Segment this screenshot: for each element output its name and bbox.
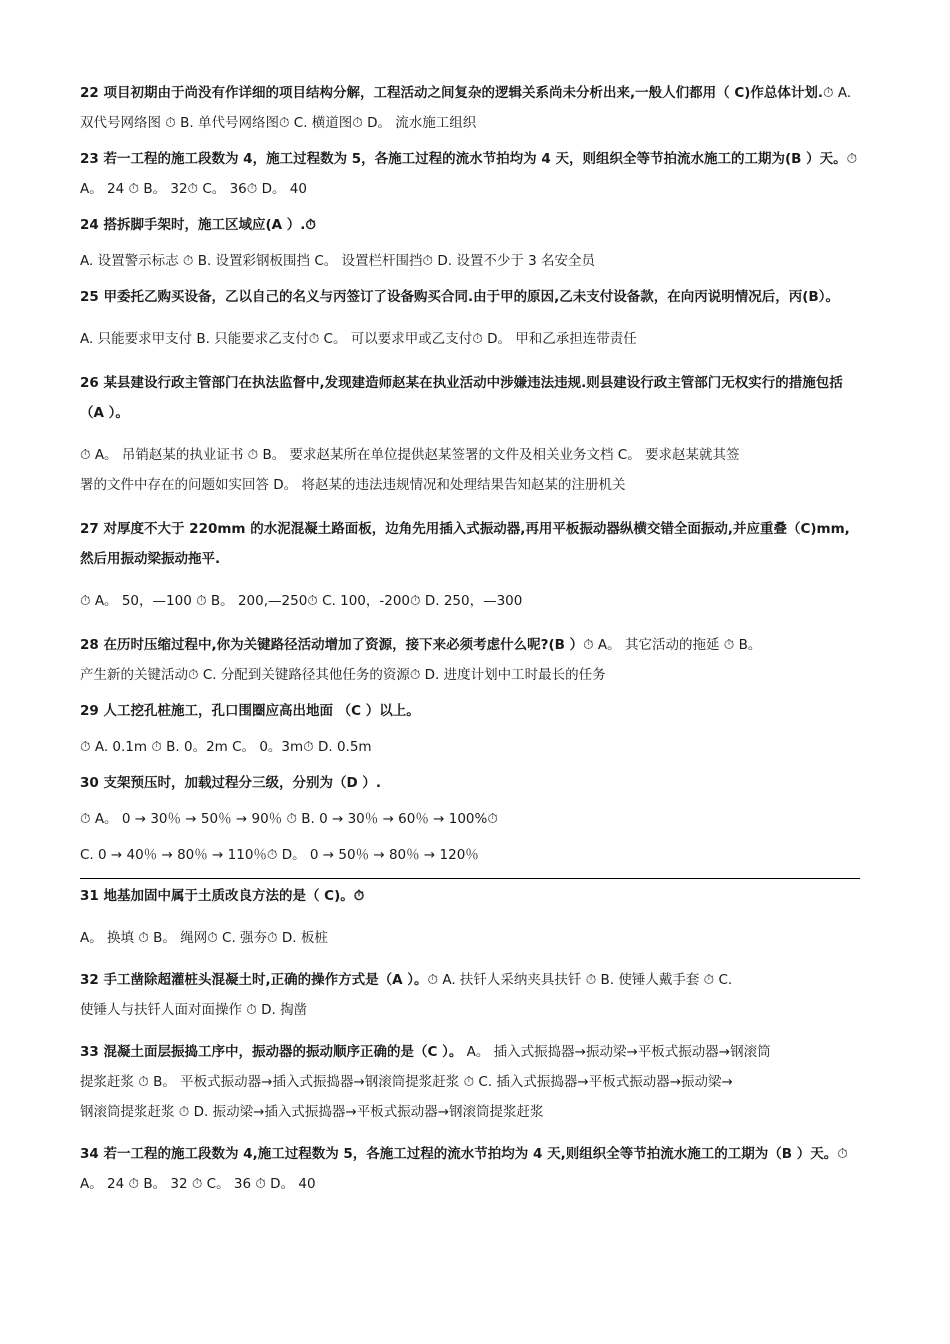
question-30-options-line-2: C. 0 → 40％ → 80％ → 110％⏱ D。 0 → 50％ → 80％ → 120％ xyxy=(80,847,479,863)
question-34 xyxy=(80,1139,860,1199)
question-27-stem: 27 对厚度不大于 220mm 的水泥混凝土路面板，边角先用插入式振动器,再用平板振动器纵横交错全面振动,并应重叠（C)mm,然后用振动梁振动拖平. xyxy=(80,521,850,567)
question-32 xyxy=(80,965,860,995)
horizontal-divider xyxy=(80,878,860,879)
question-33-options-line-2: 提浆赶浆 ⏱ B。 平板式振动器→插入式振捣器→钢滚筒提浆赶浆 ⏱ C. 插入式振捣器→平板式振动器→振动梁→ xyxy=(80,1074,733,1090)
document-page xyxy=(80,78,860,1199)
question-34-stem: 34 若一工程的施工段数为 4,施工过程数为 5，各施工过程的流水节拍均为 4 天,则组织全等节拍流水施工的工期为（B ）天。 xyxy=(80,1146,838,1162)
question-28-stem: 28 在历时压缩过程中,你为关键路径活动增加了资源，接下来必须考虑什么呢?(B ） xyxy=(80,637,584,653)
question-32-stem: 32 手工凿除超灌桩头混凝土时,正确的操作方式是（A ）。 xyxy=(80,972,428,988)
question-22-options: ⏱ A. 双代号网络图 ⏱ B. 单代号网络图⏱ C. 横道图⏱ D。 流水施工组织 xyxy=(80,85,852,131)
question-30-stem: 30 支架预压时，加载过程分三级，分别为（D ）. xyxy=(80,775,382,791)
question-22 xyxy=(80,78,860,138)
question-33-stem: 33 混凝土面层振捣工序中，振动器的振动顺序正确的是（C ）。 xyxy=(80,1044,463,1060)
question-32-options-inline: ⏱ A. 扶钎人采纳夹具扶钎 ⏱ B. 使锤人戴手套 ⏱ C. xyxy=(427,972,733,988)
question-25-options: A. 只能要求甲支付 B. 只能要求乙支付⏱ C。 可以要求甲或乙支付⏱ D。 甲和乙承担连带责任 xyxy=(80,331,637,347)
question-33-options-line-3: 钢滚筒提浆赶浆 ⏱ D. 振动梁→插入式振捣器→平板式振动器→钢滚筒提浆赶浆 xyxy=(80,1104,544,1120)
question-27-options: ⏱ A。 50，—100 ⏱ B。 200,—250⏱ C. 100，-200⏱ D. 250，—300 xyxy=(80,593,523,609)
question-30-options-line-1: ⏱ A。 0 → 30％ → 50％ → 90％ ⏱ B. 0 → 30％ → 60％ → 100%⏱ xyxy=(80,811,498,827)
question-33 xyxy=(80,1037,860,1067)
question-26-stem: 26 某县建设行政主管部门在执法监督中,发现建造师赵某在执业活动中涉嫌违法违规.则县建设行政主管部门无权实行的措施包括（A ）。 xyxy=(80,375,843,421)
question-31-stem: 31 地基加固中属于土质改良方法的是（ C)。⏱ xyxy=(80,888,365,904)
question-24-stem: 24 搭拆脚手架时，施工区域应(A ）.⏱ xyxy=(80,217,316,233)
question-25-stem: 25 甲委托乙购买设备，乙以自己的名义与丙签订了设备购买合同.由于甲的原因,乙未支付设备款，在向丙说明情况后，丙(B）。 xyxy=(80,289,839,305)
question-32-options-line-2: 使锤人与扶钎人面对面操作 ⏱ D. 掏凿 xyxy=(80,1002,308,1018)
question-23-options: ⏱ A。 24 ⏱ B。 32⏱ C。 36⏱ D。 40 xyxy=(80,151,858,197)
question-24-options: A. 设置警示标志 ⏱ B. 设置彩钢板围挡 C。 设置栏杆围挡⏱ D. 设置不少于 3 名安全员 xyxy=(80,253,596,269)
question-33-options-inline: A。 插入式振捣器→振动梁→平板式振动器→钢滚筒 xyxy=(462,1044,771,1060)
question-28 xyxy=(80,630,860,660)
question-28-options-line-2: 产生新的关键活动⏱ C. 分配到关键路径其他任务的资源⏱ D. 进度计划中工时最长的任务 xyxy=(80,667,606,683)
question-26-options-line-2: 署的文件中存在的问题如实回答 D。 将赵某的违法违规情况和处理结果告知赵某的注册机关 xyxy=(80,477,626,493)
question-28-options-inline: ⏱ A。 其它活动的拖延 ⏱ B。 xyxy=(583,637,762,653)
question-23-stem: 23 若一工程的施工段数为 4，施工过程数为 5，各施工过程的流水节拍均为 4 天，则组织全等节拍流水施工的工期为(B ）天。 xyxy=(80,151,847,167)
question-26-options-line-1: ⏱ A。 吊销赵某的执业证书 ⏱ B。 要求赵某所在单位提供赵某签署的文件及相关业务文档 C。 要求赵某就其签 xyxy=(80,447,740,463)
question-22-stem: 22 项目初期由于尚没有作详细的项目结构分解，工程活动之间复杂的逻辑关系尚未分析出来,一般人们都用（ C)作总体计划. xyxy=(80,85,824,101)
question-31-options: A。 换填 ⏱ B。 绳网⏱ C. 强夯⏱ D. 板桩 xyxy=(80,930,328,946)
question-29-options: ⏱ A. 0.1m ⏱ B. 0。2m C。 0。3m⏱ D. 0.5m xyxy=(80,739,372,755)
question-23 xyxy=(80,144,860,204)
question-34-options: ⏱ A。 24 ⏱ B。 32 ⏱ C。 36 ⏱ D。 40 xyxy=(80,1146,848,1192)
question-29-stem: 29 人工挖孔桩施工，孔口围圈应高出地面 （C ）以上。 xyxy=(80,703,420,719)
